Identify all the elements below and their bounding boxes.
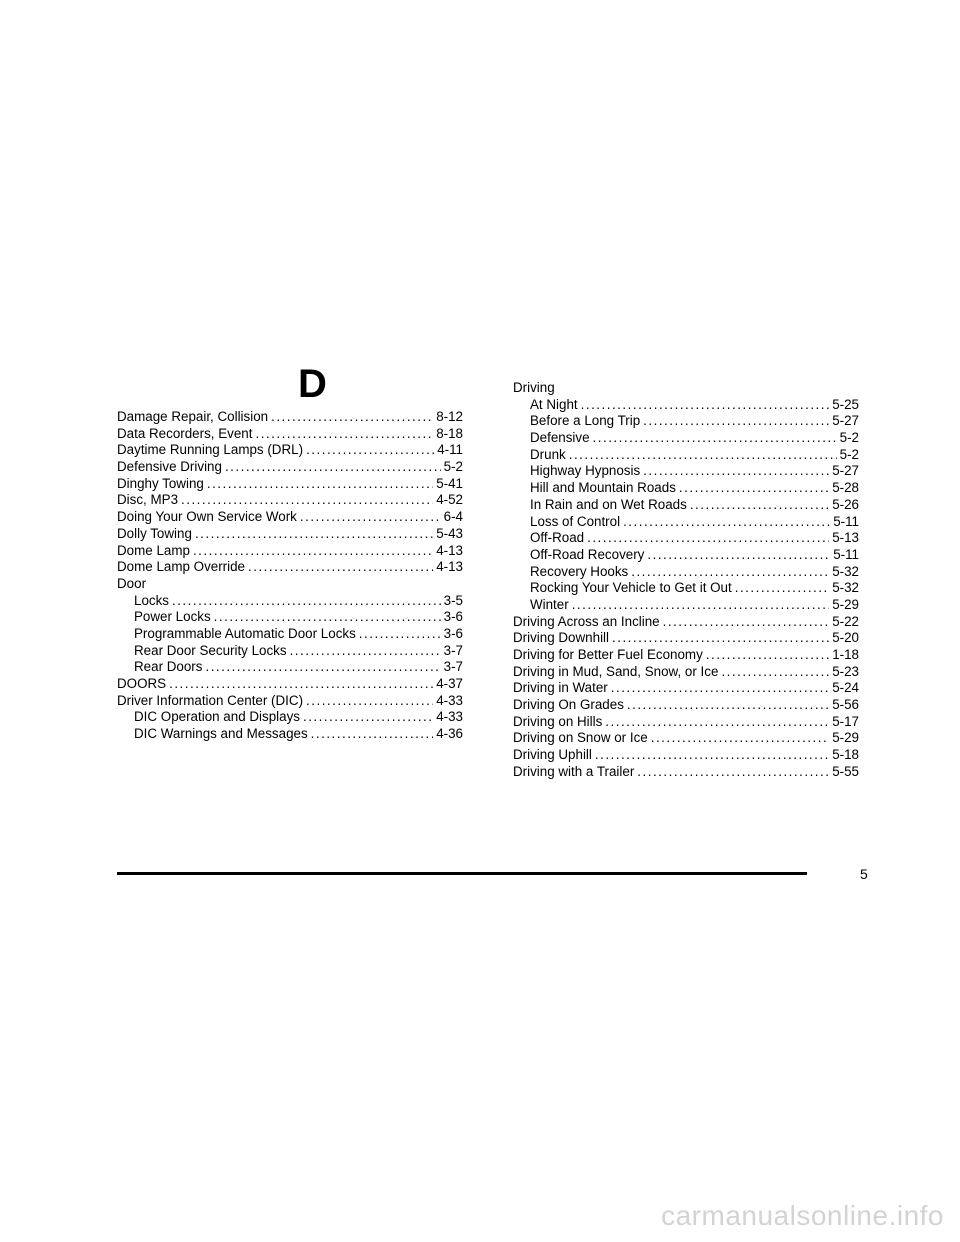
leader-dots bbox=[271, 409, 433, 426]
entry-label: Drunk bbox=[530, 446, 566, 462]
entry-label: Winter bbox=[530, 596, 569, 612]
index-entry bbox=[117, 492, 463, 509]
index-entry bbox=[513, 764, 859, 781]
entry-label: Highway Hypnosis bbox=[530, 463, 641, 479]
entry-page-reference: 5-11 bbox=[833, 546, 859, 562]
index-entry bbox=[117, 559, 463, 576]
entry-page-reference: 5-2 bbox=[839, 430, 859, 446]
entry-page-reference: 5-2 bbox=[443, 459, 463, 475]
index-entry bbox=[513, 614, 859, 631]
leader-dots bbox=[647, 547, 830, 564]
entry-page-reference: 5-13 bbox=[832, 530, 859, 546]
entry-page-reference: 8-18 bbox=[436, 425, 463, 441]
entry-page-reference: 5-41 bbox=[436, 475, 463, 491]
page-number: 5 bbox=[860, 866, 868, 882]
entry-page-reference: 8-12 bbox=[436, 409, 463, 424]
entry-page-reference: 5-26 bbox=[832, 496, 859, 512]
entry-label: Daytime Running Lamps (DRL) bbox=[117, 442, 304, 458]
index-entry bbox=[117, 543, 463, 560]
index-entry bbox=[513, 664, 859, 681]
entry-page-reference: 5-29 bbox=[832, 730, 859, 746]
entry-page-reference: 5-28 bbox=[832, 480, 859, 496]
index-subentry bbox=[513, 547, 859, 564]
leader-dots bbox=[706, 647, 829, 664]
entry-label: Driving Uphill bbox=[513, 747, 592, 763]
entry-page-reference: 5-11 bbox=[833, 513, 859, 529]
leader-dots bbox=[169, 676, 433, 693]
entry-page-reference: 4-36 bbox=[436, 726, 463, 742]
index-entry bbox=[513, 647, 859, 664]
leader-dots bbox=[735, 580, 829, 597]
entry-label: Dinghy Towing bbox=[117, 475, 204, 491]
entry-page-reference: 4-11 bbox=[437, 442, 463, 458]
leader-dots bbox=[637, 764, 829, 781]
leader-dots bbox=[255, 426, 433, 443]
leader-dots bbox=[623, 514, 830, 531]
watermark-text: carmanualsonline.info bbox=[661, 1200, 944, 1231]
index-subentry bbox=[117, 626, 463, 643]
entry-page-reference: 3-7 bbox=[443, 659, 463, 675]
index-subentry bbox=[117, 709, 463, 726]
entry-label: DIC Warnings and Messages bbox=[134, 726, 308, 742]
entry-label: Driving with a Trailer bbox=[513, 763, 635, 779]
entry-page-reference: 5-23 bbox=[832, 663, 859, 679]
index-subentry bbox=[513, 597, 859, 614]
entry-label: Doing Your Own Service Work bbox=[117, 509, 297, 525]
leader-dots bbox=[612, 630, 829, 647]
entry-label: Driving On Grades bbox=[513, 697, 624, 713]
footer-rule bbox=[117, 872, 807, 875]
entry-label: Driving in Water bbox=[513, 680, 608, 696]
entry-page-reference: 4-37 bbox=[436, 676, 463, 691]
entry-page-reference: 5-18 bbox=[832, 747, 859, 763]
index-subentry bbox=[513, 463, 859, 480]
index-subentry bbox=[513, 530, 859, 547]
entry-page-reference: 4-13 bbox=[436, 559, 463, 575]
index-subentry bbox=[513, 413, 859, 430]
leader-dots bbox=[195, 526, 433, 543]
index-entry bbox=[117, 509, 463, 526]
entry-page-reference: 5-29 bbox=[832, 596, 859, 612]
leader-dots bbox=[172, 593, 441, 610]
entry-page-reference: 1-18 bbox=[832, 647, 859, 662]
entry-label: In Rain and on Wet Roads bbox=[530, 496, 687, 512]
index-group-heading: Driving bbox=[513, 380, 555, 395]
index-subentry bbox=[513, 514, 859, 531]
entry-label: Recovery Hooks bbox=[530, 563, 629, 579]
leader-dots bbox=[290, 643, 441, 660]
index-entry bbox=[513, 630, 859, 647]
leader-dots bbox=[359, 626, 441, 643]
entry-label: Dome Lamp bbox=[117, 542, 190, 558]
index-column-left bbox=[117, 409, 463, 743]
entry-label: Driving for Better Fuel Economy bbox=[513, 647, 703, 662]
entry-label: Dolly Towing bbox=[117, 525, 192, 541]
entry-page-reference: 5-43 bbox=[436, 525, 463, 541]
leader-dots bbox=[248, 559, 433, 576]
leader-dots bbox=[311, 726, 434, 743]
leader-dots bbox=[207, 476, 433, 493]
entry-page-reference: 3-6 bbox=[443, 609, 463, 625]
leader-dots bbox=[214, 609, 441, 626]
entry-label: Defensive Driving bbox=[117, 459, 222, 475]
leader-dots bbox=[643, 463, 829, 480]
leader-dots bbox=[643, 413, 829, 430]
entry-page-reference: 4-33 bbox=[436, 692, 463, 708]
leader-dots bbox=[690, 497, 829, 514]
entry-page-reference: 5-24 bbox=[832, 680, 859, 696]
index-entry bbox=[513, 730, 859, 747]
entry-label: Driving Downhill bbox=[513, 630, 609, 646]
entry-label: At Night bbox=[530, 396, 578, 412]
entry-page-reference: 4-13 bbox=[436, 542, 463, 558]
entry-label: Hill and Mountain Roads bbox=[530, 480, 676, 496]
entry-label: Data Recorders, Event bbox=[117, 425, 253, 441]
index-entry bbox=[513, 714, 859, 731]
leader-dots bbox=[181, 492, 433, 509]
index-subentry bbox=[513, 447, 859, 464]
leader-dots bbox=[193, 543, 433, 560]
index-entry bbox=[117, 442, 463, 459]
entry-page-reference: 6-4 bbox=[443, 509, 463, 525]
leader-dots bbox=[631, 564, 829, 581]
index-subentry bbox=[513, 397, 859, 414]
entry-label: DOORS bbox=[117, 676, 167, 691]
entry-page-reference: 5-17 bbox=[832, 713, 859, 729]
leader-dots bbox=[300, 509, 441, 526]
index-subentry bbox=[513, 564, 859, 581]
leader-dots bbox=[306, 693, 433, 710]
leader-dots bbox=[306, 442, 434, 459]
entry-page-reference: 5-32 bbox=[832, 563, 859, 579]
entry-label: Defensive bbox=[530, 430, 590, 446]
leader-dots bbox=[651, 730, 829, 747]
leader-dots bbox=[627, 697, 829, 714]
entry-label: Disc, MP3 bbox=[117, 492, 179, 508]
entry-label: Rear Doors bbox=[134, 659, 203, 675]
entry-label: Damage Repair, Collision bbox=[117, 409, 269, 424]
leader-dots bbox=[581, 397, 830, 414]
leader-dots bbox=[587, 530, 829, 547]
entry-page-reference: 5-27 bbox=[832, 463, 859, 479]
leader-dots bbox=[663, 614, 830, 631]
index-entry bbox=[117, 409, 463, 426]
entry-page-reference: 3-6 bbox=[443, 625, 463, 641]
leader-dots bbox=[303, 709, 433, 726]
index-entry bbox=[117, 476, 463, 493]
entry-page-reference: 5-27 bbox=[832, 413, 859, 429]
entry-label: Driving Across an Incline bbox=[513, 613, 660, 629]
index-subentry bbox=[117, 609, 463, 626]
index-column-right bbox=[513, 380, 859, 781]
entry-label: Loss of Control bbox=[530, 513, 621, 529]
entry-page-reference: 4-52 bbox=[436, 492, 463, 508]
index-entry bbox=[117, 693, 463, 710]
entry-label: DIC Operation and Displays bbox=[134, 709, 300, 725]
entry-label: Driving on Hills bbox=[513, 713, 603, 729]
entry-label: Off-Road bbox=[530, 530, 585, 546]
entry-label: Locks bbox=[134, 592, 169, 608]
entry-label: Rocking Your Vehicle to Get it Out bbox=[530, 580, 732, 596]
entry-page-reference: 5-55 bbox=[832, 763, 859, 779]
entry-page-reference: 5-2 bbox=[839, 446, 859, 462]
leader-dots bbox=[205, 659, 440, 676]
index-entry bbox=[513, 747, 859, 764]
entry-page-reference: 5-25 bbox=[832, 396, 859, 412]
leader-dots bbox=[225, 459, 441, 476]
entry-page-reference: 3-7 bbox=[443, 642, 463, 658]
leader-dots bbox=[611, 680, 829, 697]
leader-dots bbox=[721, 664, 829, 681]
index-entry bbox=[117, 676, 463, 693]
entry-page-reference: 5-22 bbox=[832, 613, 859, 629]
entry-label: Driving on Snow or Ice bbox=[513, 730, 648, 746]
entry-label: Power Locks bbox=[134, 609, 211, 625]
entry-label: Programmable Automatic Door Locks bbox=[134, 625, 356, 641]
entry-page-reference: 5-56 bbox=[832, 697, 859, 713]
index-entry bbox=[513, 697, 859, 714]
index-subentry bbox=[513, 580, 859, 597]
index-subentry bbox=[513, 497, 859, 514]
index-subentry bbox=[117, 659, 463, 676]
index-entry bbox=[117, 459, 463, 476]
index-subentry bbox=[117, 593, 463, 610]
leader-dots bbox=[679, 480, 829, 497]
entry-label: Dome Lamp Override bbox=[117, 559, 246, 575]
leader-dots bbox=[572, 597, 829, 614]
section-letter-heading: D bbox=[298, 362, 327, 406]
index-subentry bbox=[513, 480, 859, 497]
index-entry bbox=[117, 426, 463, 443]
entry-page-reference: 5-20 bbox=[832, 630, 859, 646]
entry-page-reference: 4-33 bbox=[436, 709, 463, 725]
entry-page-reference: 3-5 bbox=[443, 592, 463, 608]
index-subentry bbox=[513, 430, 859, 447]
entry-label: Driver Information Center (DIC) bbox=[117, 692, 304, 708]
index-subentry bbox=[117, 726, 463, 743]
index-entry bbox=[513, 680, 859, 697]
entry-label: Driving in Mud, Sand, Snow, or Ice bbox=[513, 663, 719, 679]
leader-dots bbox=[593, 430, 837, 447]
index-group-heading: Door bbox=[117, 575, 147, 591]
entry-label: Rear Door Security Locks bbox=[134, 642, 287, 658]
leader-dots bbox=[569, 447, 837, 464]
leader-dots bbox=[595, 747, 829, 764]
entry-label: Off-Road Recovery bbox=[530, 546, 645, 562]
index-subentry bbox=[117, 643, 463, 660]
entry-label: Before a Long Trip bbox=[530, 413, 641, 429]
index-entry bbox=[117, 526, 463, 543]
leader-dots bbox=[605, 714, 829, 731]
entry-page-reference: 5-32 bbox=[832, 580, 859, 596]
